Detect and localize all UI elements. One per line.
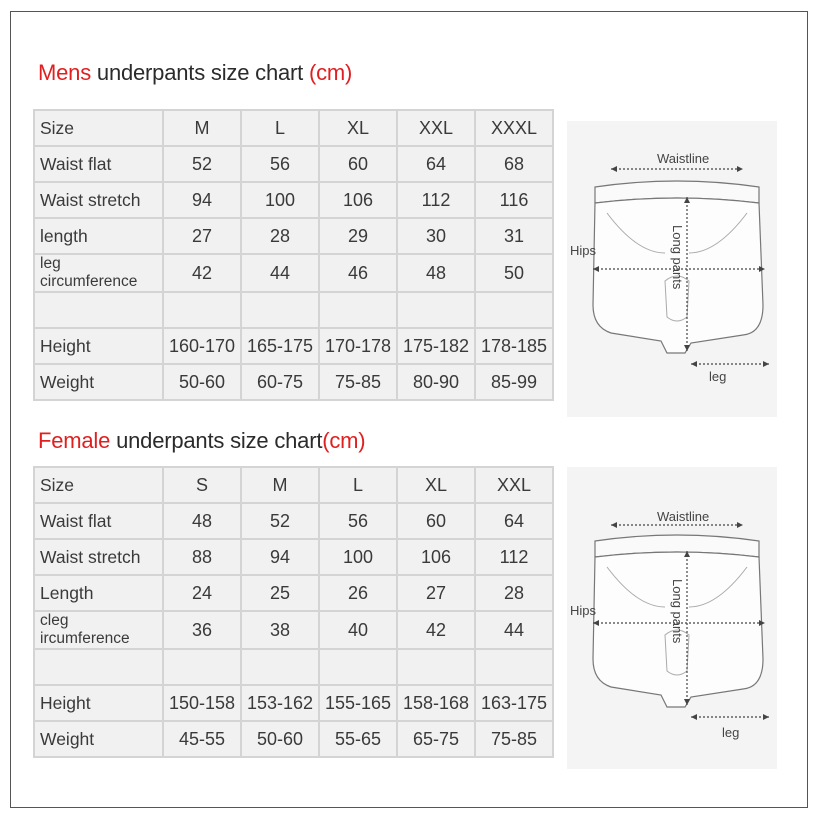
mens-size-table bbox=[33, 109, 554, 401]
table-cell: L bbox=[242, 111, 318, 145]
table-row bbox=[35, 111, 552, 145]
table-cell bbox=[476, 650, 552, 684]
table-cell: 42 bbox=[398, 612, 474, 648]
table-cell bbox=[242, 293, 318, 327]
table-cell: 75-85 bbox=[476, 722, 552, 756]
table-cell: 178-185 bbox=[476, 329, 552, 363]
table-cell: 68 bbox=[476, 147, 552, 181]
table-row bbox=[35, 576, 552, 610]
table-cell: M bbox=[242, 468, 318, 502]
row-label: Weight bbox=[35, 722, 162, 756]
table-cell: 28 bbox=[242, 219, 318, 253]
mens-waistline-label: Waistline bbox=[657, 151, 710, 166]
table-row bbox=[35, 650, 552, 684]
female-title-text: underpants size chart bbox=[110, 428, 323, 453]
table-cell: 25 bbox=[242, 576, 318, 610]
table-cell bbox=[242, 650, 318, 684]
row-label: Size bbox=[35, 111, 162, 145]
table-cell: 85-99 bbox=[476, 365, 552, 399]
table-cell: 75-85 bbox=[320, 365, 396, 399]
table-cell bbox=[164, 650, 240, 684]
table-cell: 31 bbox=[476, 219, 552, 253]
table-row bbox=[35, 468, 552, 502]
table-cell: 24 bbox=[164, 576, 240, 610]
table-cell: 158-168 bbox=[398, 686, 474, 720]
mens-title-red: Mens bbox=[38, 60, 91, 85]
table-cell: 160-170 bbox=[164, 329, 240, 363]
table-cell: 80-90 bbox=[398, 365, 474, 399]
table-cell: 26 bbox=[320, 576, 396, 610]
female-waistline-label: Waistline bbox=[657, 509, 710, 524]
mens-hips-label: Hips bbox=[570, 243, 597, 258]
table-cell: 38 bbox=[242, 612, 318, 648]
table-cell: 55-65 bbox=[320, 722, 396, 756]
female-title-red: Female bbox=[38, 428, 111, 453]
table-cell: 60 bbox=[320, 147, 396, 181]
table-cell: 45-55 bbox=[164, 722, 240, 756]
table-cell: 46 bbox=[320, 255, 396, 291]
table-cell: L bbox=[320, 468, 396, 502]
row-label: Length bbox=[35, 576, 162, 610]
table-cell: M bbox=[164, 111, 240, 145]
row-label: Waist flat bbox=[35, 504, 162, 538]
table-cell: 116 bbox=[476, 183, 552, 217]
table-cell: 170-178 bbox=[320, 329, 396, 363]
table-cell: 52 bbox=[164, 147, 240, 181]
table-row bbox=[35, 365, 552, 399]
table-cell: 28 bbox=[476, 576, 552, 610]
female-long-pants-label: Long pants bbox=[670, 579, 685, 644]
table-cell: XXL bbox=[398, 111, 474, 145]
table-cell: 150-158 bbox=[164, 686, 240, 720]
row-label: leg circumference bbox=[35, 255, 162, 291]
table-cell: 42 bbox=[164, 255, 240, 291]
table-cell: XXL bbox=[476, 468, 552, 502]
table-cell: 163-175 bbox=[476, 686, 552, 720]
table-row bbox=[35, 183, 552, 217]
table-cell bbox=[476, 293, 552, 327]
row-label: length bbox=[35, 219, 162, 253]
table-cell: 64 bbox=[398, 147, 474, 181]
table-cell: 106 bbox=[320, 183, 396, 217]
table-cell: 52 bbox=[242, 504, 318, 538]
table-cell: 112 bbox=[476, 540, 552, 574]
table-cell: S bbox=[164, 468, 240, 502]
table-cell bbox=[398, 650, 474, 684]
table-cell: 88 bbox=[164, 540, 240, 574]
table-row bbox=[35, 722, 552, 756]
table-cell: 27 bbox=[398, 576, 474, 610]
row-label: cleg ircumference bbox=[35, 612, 162, 648]
table-cell: 30 bbox=[398, 219, 474, 253]
table-cell: 50-60 bbox=[164, 365, 240, 399]
table-cell: 100 bbox=[242, 183, 318, 217]
table-cell: 29 bbox=[320, 219, 396, 253]
table-cell bbox=[320, 293, 396, 327]
mens-title-unit: (cm) bbox=[308, 60, 353, 85]
table-cell: 112 bbox=[398, 183, 474, 217]
table-cell: 94 bbox=[242, 540, 318, 574]
mens-measurement-diagram bbox=[567, 121, 777, 417]
table-cell: 56 bbox=[242, 147, 318, 181]
mens-title bbox=[38, 60, 352, 86]
table-cell: 106 bbox=[398, 540, 474, 574]
table-cell: 50-60 bbox=[242, 722, 318, 756]
table-cell: 27 bbox=[164, 219, 240, 253]
row-label: Weight bbox=[35, 365, 162, 399]
row-label bbox=[35, 293, 162, 327]
row-label: Height bbox=[35, 329, 162, 363]
row-label: Waist stretch bbox=[35, 540, 162, 574]
table-cell: 48 bbox=[164, 504, 240, 538]
table-row bbox=[35, 255, 552, 291]
table-cell: 44 bbox=[476, 612, 552, 648]
table-cell bbox=[164, 293, 240, 327]
table-row bbox=[35, 504, 552, 538]
table-cell: 50 bbox=[476, 255, 552, 291]
table-cell: 65-75 bbox=[398, 722, 474, 756]
table-cell bbox=[398, 293, 474, 327]
table-cell: 60-75 bbox=[242, 365, 318, 399]
row-label: Size bbox=[35, 468, 162, 502]
table-row bbox=[35, 147, 552, 181]
row-label: Height bbox=[35, 686, 162, 720]
table-cell: 40 bbox=[320, 612, 396, 648]
table-row bbox=[35, 612, 552, 648]
table-cell: 36 bbox=[164, 612, 240, 648]
mens-leg-label: leg bbox=[709, 369, 727, 384]
mens-title-text: underpants size chart bbox=[91, 60, 309, 85]
table-cell: 155-165 bbox=[320, 686, 396, 720]
table-cell: 44 bbox=[242, 255, 318, 291]
table-row bbox=[35, 293, 552, 327]
female-measurement-diagram bbox=[567, 467, 777, 769]
table-cell: XL bbox=[320, 111, 396, 145]
table-row bbox=[35, 686, 552, 720]
table-cell: 60 bbox=[398, 504, 474, 538]
female-title-unit: (cm) bbox=[322, 428, 366, 453]
female-hips-label: Hips bbox=[570, 603, 597, 618]
female-size-table bbox=[33, 466, 554, 758]
table-row bbox=[35, 540, 552, 574]
row-label bbox=[35, 650, 162, 684]
row-label: Waist stretch bbox=[35, 183, 162, 217]
table-cell: 64 bbox=[476, 504, 552, 538]
row-label: Waist flat bbox=[35, 147, 162, 181]
table-row bbox=[35, 329, 552, 363]
mens-long-pants-label: Long pants bbox=[670, 225, 685, 290]
table-cell: 56 bbox=[320, 504, 396, 538]
table-row bbox=[35, 219, 552, 253]
table-cell: 94 bbox=[164, 183, 240, 217]
female-title bbox=[38, 428, 365, 454]
table-cell bbox=[320, 650, 396, 684]
female-leg-label: leg bbox=[722, 725, 740, 740]
table-cell: 100 bbox=[320, 540, 396, 574]
table-cell: XXXL bbox=[476, 111, 552, 145]
table-cell: 165-175 bbox=[242, 329, 318, 363]
table-cell: XL bbox=[398, 468, 474, 502]
table-cell: 48 bbox=[398, 255, 474, 291]
table-cell: 175-182 bbox=[398, 329, 474, 363]
table-cell: 153-162 bbox=[242, 686, 318, 720]
